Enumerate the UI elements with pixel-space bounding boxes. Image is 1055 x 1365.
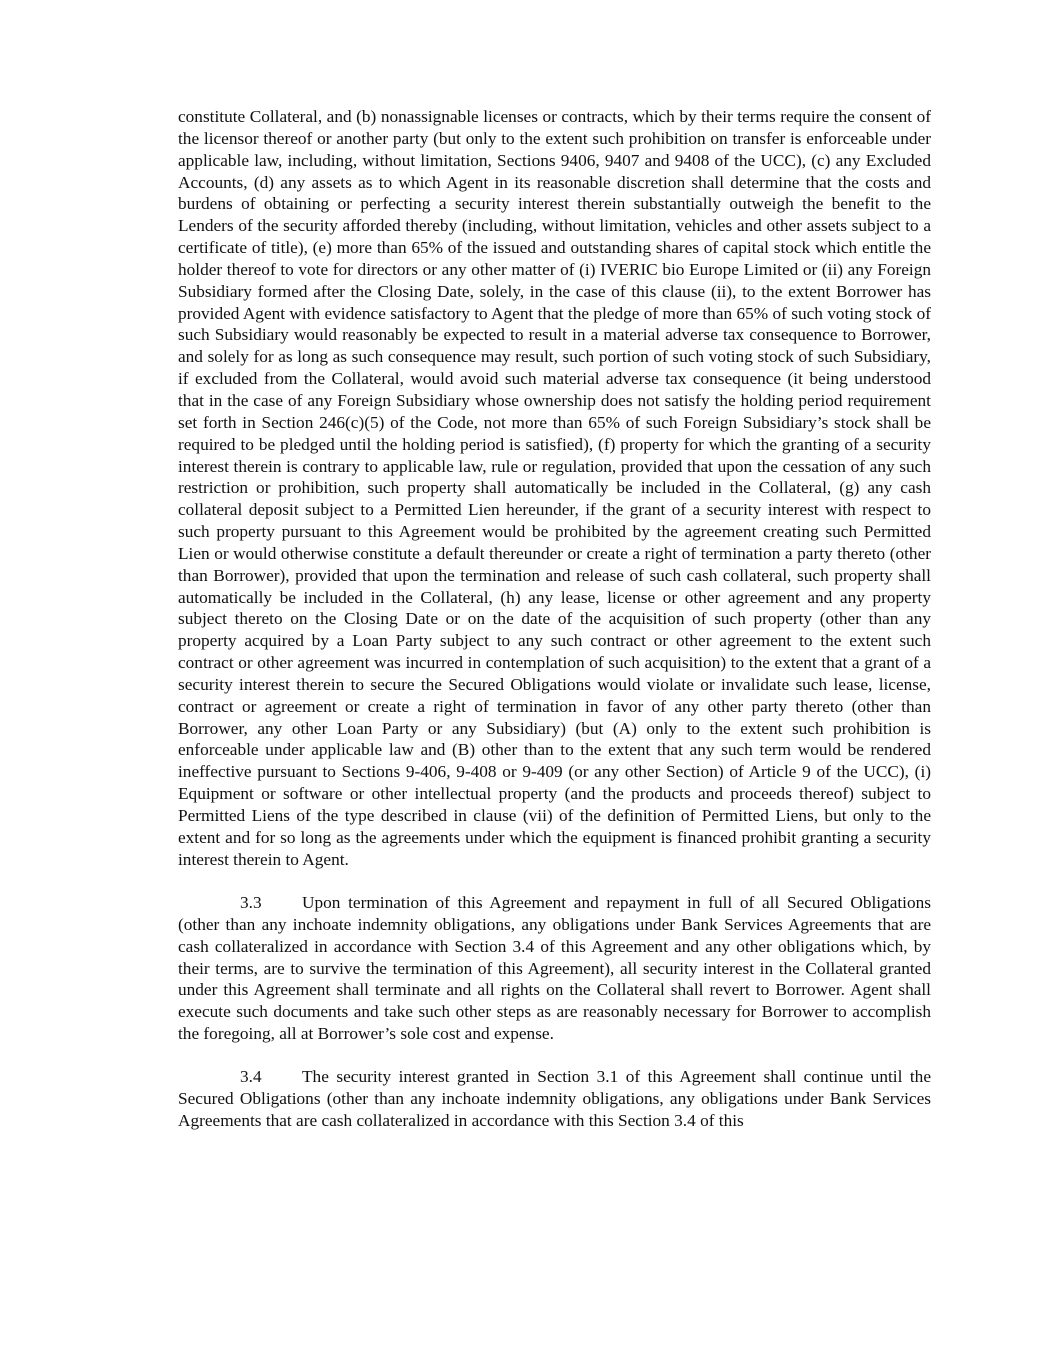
paragraph-section-3-4 xyxy=(178,1066,931,1132)
document-page xyxy=(178,106,931,1132)
section-number: 3.4 xyxy=(240,1067,262,1087)
paragraph-text: constitute Collateral, and (b) nonassignable licenses or contracts, which by their terms require the consent of the licensor thereof or another party (but only to the extent such prohibition on transfer is enforceable under applicable law, including, without limitation, Sections 9406, 9407 and 9408 of the UCC), (c) any Excluded Accounts, (d) any assets as to which Agent in its reasonable discretion shall determine that the costs and burdens of obtaining or perfecting a security interest therein substantially outweigh the benefit to the Lenders of the security afforded thereby (including, without limitation, vehicles and other assets subject to a certificate of title), (e) more than 65% of the issued and outstanding shares of capital stock which entitle the holder thereof to vote for directors or any other matter of (i) IVERIC bio Europe Limited or (ii) any Foreign Subsidiary formed after the Closing Date, solely, in the case of this clause (ii), to the extent Borrower has provided Agent with evidence satisfactory to Agent that the pledge of more than 65% of such voting stock of such Subsidiary would reasonably be expected to result in a material adverse tax consequence to Borrower, and solely for as long as such consequence may result, such portion of such voting stock of such Subsidiary, if excluded from the Collateral, would avoid such material adverse tax consequence (it being understood that in the case of any Foreign Subsidiary whose ownership does not satisfy the holding period requirement set forth in Section 246(c)(5) of the Code, not more than 65% of such Foreign Subsidiary’s stock shall be required to be pledged until the holding period is satisfied), (f) property for which the granting of a security interest therein is contrary to applicable law, rule or regulation, provided that upon the cessation of any such restriction or prohibition, such property shall automatically be included in the Collateral, (g) any cash collateral deposit subject to a Permitted Lien hereunder, if the grant of a security interest with respect to such property pursuant to this Agreement would be prohibited by the agreement creating such Permitted Lien or would otherwise constitute a default thereunder or create a right of termination a party thereto (other than Borrower), provided that upon the termination and release of such cash collateral, such property shall automatically be included in the Collateral, (h) any lease, license or other agreement and any property subject thereto on the Closing Date or on the date of the acquisition of such property (other than any property acquired by a Loan Party subject to any such contract or other agreement to the extent such contract or other agreement was incurred in contemplation of such acquisition) to the extent that a grant of a security interest therein to secure the Secured Obligations would violate or invalidate such lease, license, contract or agreement or create a right of termination in favor of any other party thereto (other than Borrower, any other Loan Party or any Subsidiary) (but (A) only to the extent such prohibition is enforceable under applicable law and (B) other than to the extent that any such term would be rendered ineffective pursuant to Sections 9-406, 9-408 or 9-409 (or any other Section) of Article 9 of the UCC), (i) Equipment or software or other intellectual property (and the products and proceeds thereof) subject to Permitted Liens of the type described in clause (vii) of the definition of Permitted Liens, but only to the extent and for so long as the agreements under which the equipment is financed prohibit granting a security interest therein to Agent. xyxy=(178,107,931,869)
paragraph-section-3-3 xyxy=(178,892,931,1045)
paragraph-text: Upon termination of this Agreement and repayment in full of all Secured Obligations (other than any inchoate indemnity obligations, any obligations under Bank Services Agreements that are cash collateralized in accordance with Section 3.4 of this Agreement and any other obligations which, by their terms, are to survive the termination of this Agreement), all security interest in the Collateral granted under this Agreement shall terminate and all rights on the Collateral shall revert to Borrower. Agent shall execute such documents and take such other steps as are reasonably necessary for Borrower to accomplish the foregoing, all at Borrower’s sole cost and expense. xyxy=(178,893,931,1044)
paragraph-text: The security interest granted in Section 3.1 of this Agreement shall continue until the Secured Obligations (other than any inchoate indemnity obligations, any obligations under Bank Services Agreements that are cash collateralized in accordance with this Section 3.4 of this xyxy=(178,1067,931,1131)
paragraph-continuation xyxy=(178,106,931,871)
section-number: 3.3 xyxy=(240,893,262,913)
